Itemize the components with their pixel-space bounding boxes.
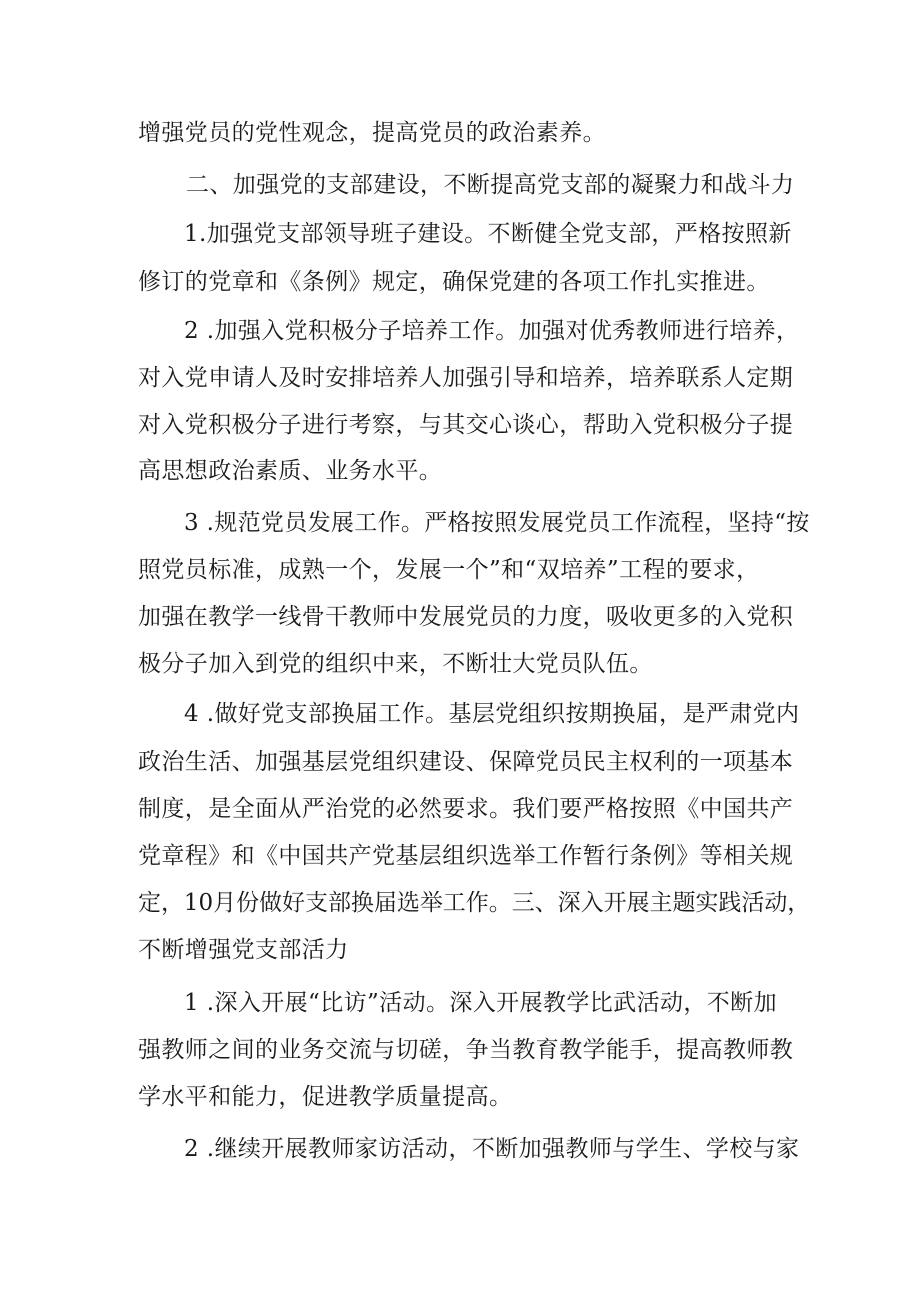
text-line: 制度，是全面从严治党的必然要求。我们要严格按照《中国共产 — [138, 796, 794, 822]
text-line: 定，10月份做好支部换届选举工作。三、深入开展主题实践活动， — [138, 890, 811, 916]
text-line: 3 .规范党员发展工作。严格按照发展党员工作流程，坚持“按 — [184, 510, 810, 536]
text-line: 党章程》和《中国共产党基层组织选举工作暂行条例》等相关规 — [138, 843, 794, 869]
text-line: 政治生活、加强基层党组织建设、保障党员民主权利的一项基本 — [138, 749, 794, 775]
text-line: 对入党积极分子进行考察，与其交心谈心，帮助入党积极分子提 — [138, 412, 794, 438]
text-line: 极分子加入到党的组织中来，不断壮大党员队伍。 — [138, 651, 653, 677]
text-line: 修订的党章和《条例》规定，确保党建的各项工作扎实推进。 — [138, 269, 770, 295]
text-line: 2 .加强入党积极分子培养工作。加强对优秀教师进行培养， — [184, 318, 800, 344]
text-line: 4 .做好党支部换届工作。基层党组织按期换届，是严肃党内 — [184, 701, 800, 727]
text-line: 照党员标准，成熟一个，发展一个”和“双培养”工程的要求， — [138, 557, 760, 583]
text-line: 对入党申请人及时安排培养人加强引导和培养，培养联系人定期 — [138, 365, 794, 391]
text-line: 加强在教学一线骨干教师中发展党员的力度，吸收更多的入党积 — [138, 604, 794, 630]
text-line: 1 .深入开展“比访”活动。深入开展教学比武活动，不断加 — [184, 990, 777, 1016]
section-heading: 二、加强党的支部建设，不断提高党支部的凝聚力和战斗力 — [186, 172, 795, 198]
text-line: 增强党员的党性观念，提高党员的政治素养。 — [138, 120, 606, 146]
text-line: 强教师之间的业务交流与切磋，争当教育教学能手，提高教师教 — [138, 1037, 794, 1063]
text-line: 高思想政治素质、业务水平。 — [138, 458, 443, 484]
text-line: 不断增强党支部活力 — [138, 937, 349, 963]
text-line: 2 .继续开展教师家访活动，不断加强教师与学生、学校与家 — [184, 1136, 800, 1162]
text-line: 学水平和能力，促进教学质量提高。 — [138, 1084, 513, 1110]
text-line: 1.加强党支部领导班子建设。不断健全党支部，严格按照新 — [184, 221, 792, 247]
